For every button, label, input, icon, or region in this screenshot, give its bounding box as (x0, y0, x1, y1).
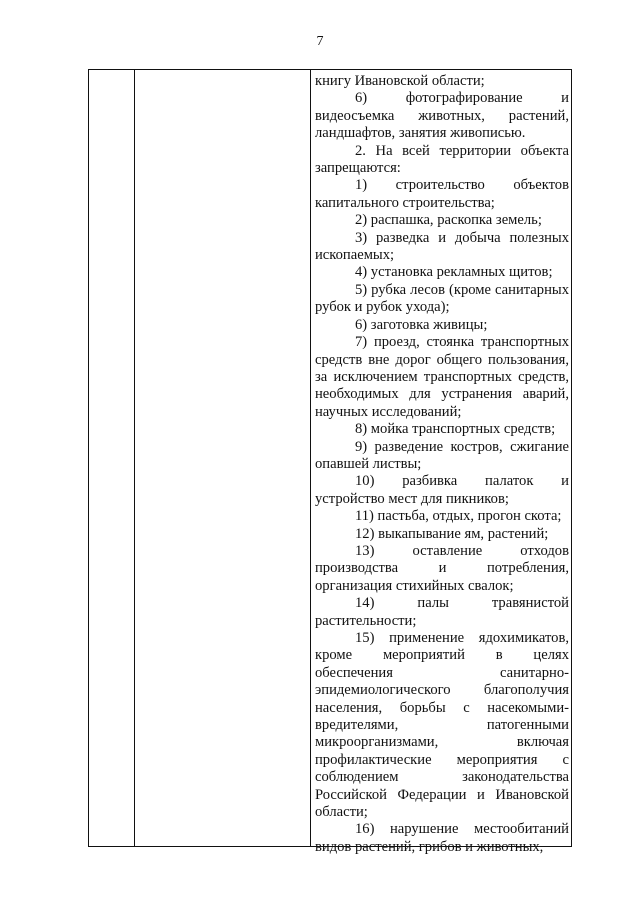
table-cell-regime (311, 70, 571, 855)
regime-paragraph: 10) разбивка палаток и устройство мест для пикников; (315, 473, 569, 507)
regime-paragraph: 9) разведение костров, сжигание опавшей листвы; (315, 438, 569, 472)
regime-paragraph: 14) палы травянистой растительности; (315, 595, 569, 629)
regime-paragraph: 8) мойка транспортных средств; (355, 421, 556, 438)
regime-paragraph: 15) применение ядохимикатов, кроме мероприятий в целях обеспечения санитарно-эпидемиологического благополучия населения, борьбы с насекомыми-вредителями, патогенными микроорганизмами, включая профилактические мероприятия с соблюдением законодательства Российской Федерации и Ивановской области; (315, 630, 569, 821)
regime-paragraph: 2) распашка, раскопка земель; (355, 212, 542, 229)
regime-paragraph: 11) пастьба, отдых, прогон скота; (355, 508, 562, 525)
table-cell-name (135, 70, 311, 846)
regime-paragraph: 2. На всей территории объекта запрещаются: (315, 142, 569, 177)
regime-paragraph: книгу Ивановской области; (315, 73, 485, 89)
document-table (88, 69, 572, 855)
regime-paragraph: 16) нарушение местообитаний видов растений, грибов и животных, (315, 821, 569, 855)
regime-paragraph: 6) заготовка живицы; (355, 316, 488, 333)
regime-paragraph: 7) проезд, стоянка транспортных средств вне дорог общего пользования, за исключением транспортных средств, необходимых для устранения аварий, научных исследований; (315, 334, 569, 420)
regime-paragraph: 13) оставление отходов производства и потребления, организация стихийных свалок; (315, 542, 569, 594)
table-cell-number (89, 70, 135, 846)
page-number: 7 (316, 34, 324, 49)
regime-paragraph: 4) установка рекламных щитов; (355, 264, 553, 281)
regime-paragraph: 5) рубка лесов (кроме санитарных рубок и рубок ухода); (315, 281, 569, 316)
regime-paragraph: 1) строительство объектов капитального строительства; (315, 177, 569, 211)
regime-paragraph: 6) фотографирование и видеосъемка животных, растений, ландшафтов, занятия живописью. (315, 90, 569, 142)
regime-paragraph: 12) выкапывание ям, растений; (355, 525, 549, 542)
regime-paragraph: 3) разведка и добыча полезных ископаемых; (315, 229, 569, 264)
